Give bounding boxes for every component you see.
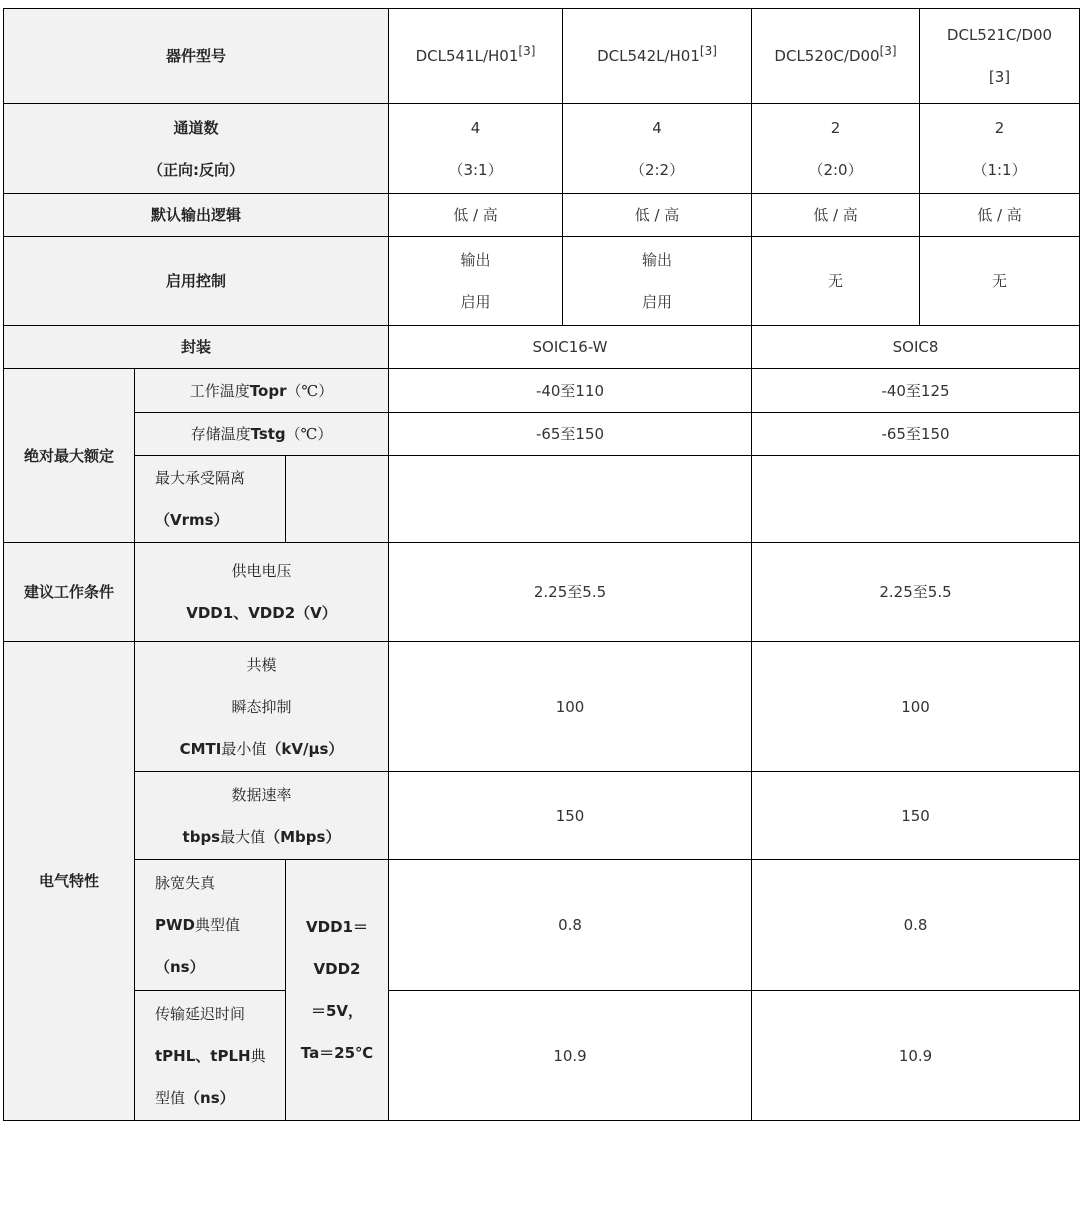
model-header-label: 器件型号 — [4, 9, 389, 104]
package-row — [4, 326, 1080, 369]
prop-delay-cell-2: 10.9 — [752, 991, 1080, 1121]
default-output-cell-4: 低 / 高 — [920, 194, 1080, 237]
abs-max-group-label: 绝对最大额定 — [4, 369, 135, 543]
channels-cell-2: 4 （2:2） — [563, 104, 752, 194]
enable-control-cell-1: 输出 启用 — [389, 237, 563, 326]
package-cell-soic8: SOIC8 — [752, 326, 1080, 369]
operating-temp-cell-1: -40至110 — [389, 369, 752, 413]
enable-control-cell-4: 无 — [920, 237, 1080, 326]
isolation-condition-blank — [286, 456, 389, 543]
model-col-2: DCL542L/H01[3] — [563, 9, 752, 104]
package-cell-soic16: SOIC16-W — [389, 326, 752, 369]
data-rate-row — [4, 772, 1080, 860]
pwd-label: 脉宽失真 PWD典型值 （ns） — [135, 860, 286, 991]
recommended-group-label: 建议工作条件 — [4, 543, 135, 642]
prop-delay-cell-1: 10.9 — [389, 991, 752, 1121]
channels-cell-1: 4 （3:1） — [389, 104, 563, 194]
model-col-4: DCL521C/D00 [3] — [920, 9, 1080, 104]
isolation-cell-2 — [752, 456, 1080, 543]
supply-cell-1: 2.25至5.5 — [389, 543, 752, 642]
default-output-label: 默认输出逻辑 — [4, 194, 389, 237]
operating-temp-label: 工作温度Topr（℃） — [135, 369, 389, 413]
enable-control-label: 启用控制 — [4, 237, 389, 326]
channels-label: 通道数 （正向:反向） — [4, 104, 389, 194]
pwd-row — [4, 860, 1080, 991]
storage-temp-label: 存储温度Tstg（℃） — [135, 413, 389, 456]
data-rate-cell-2: 150 — [752, 772, 1080, 860]
default-output-cell-2: 低 / 高 — [563, 194, 752, 237]
data-rate-cell-1: 150 — [389, 772, 752, 860]
enable-control-cell-2: 输出 启用 — [563, 237, 752, 326]
enable-control-row — [4, 237, 1080, 326]
channels-cell-3: 2 （2:0） — [752, 104, 920, 194]
model-col-1: DCL541L/H01[3] — [389, 9, 563, 104]
cmti-cell-1: 100 — [389, 642, 752, 772]
test-condition-label: VDD1＝ VDD2 ＝5V， Ta＝25℃ — [286, 860, 389, 1121]
pwd-cell-1: 0.8 — [389, 860, 752, 991]
default-output-cell-3: 低 / 高 — [752, 194, 920, 237]
supply-row — [4, 543, 1080, 642]
cmti-cell-2: 100 — [752, 642, 1080, 772]
header-row — [4, 9, 1080, 104]
pwd-cell-2: 0.8 — [752, 860, 1080, 991]
electrical-group-label: 电气特性 — [4, 642, 135, 1121]
default-output-row — [4, 194, 1080, 237]
default-output-cell-1: 低 / 高 — [389, 194, 563, 237]
operating-temp-row — [4, 369, 1080, 413]
supply-cell-2: 2.25至5.5 — [752, 543, 1080, 642]
package-label: 封装 — [4, 326, 389, 369]
storage-temp-cell-2: -65至150 — [752, 413, 1080, 456]
spec-table — [3, 8, 1080, 1121]
channels-row — [4, 104, 1080, 194]
operating-temp-cell-2: -40至125 — [752, 369, 1080, 413]
channels-cell-4: 2 （1:1） — [920, 104, 1080, 194]
storage-temp-row — [4, 413, 1080, 456]
data-rate-label: 数据速率 tbps最大值（Mbps） — [135, 772, 389, 860]
model-col-3: DCL520C/D00[3] — [752, 9, 920, 104]
storage-temp-cell-1: -65至150 — [389, 413, 752, 456]
enable-control-cell-3: 无 — [752, 237, 920, 326]
isolation-label: 最大承受隔离 （Vrms） — [135, 456, 286, 543]
cmti-label: 共模 瞬态抑制 CMTI最小值（kV/μs） — [135, 642, 389, 772]
cmti-row — [4, 642, 1080, 772]
isolation-cell-1 — [389, 456, 752, 543]
prop-delay-row — [4, 991, 1080, 1121]
isolation-row — [4, 456, 1080, 543]
supply-label: 供电电压 VDD1、VDD2（V） — [135, 543, 389, 642]
prop-delay-label: 传输延迟时间 tPHL、tPLH典 型值（ns） — [135, 991, 286, 1121]
